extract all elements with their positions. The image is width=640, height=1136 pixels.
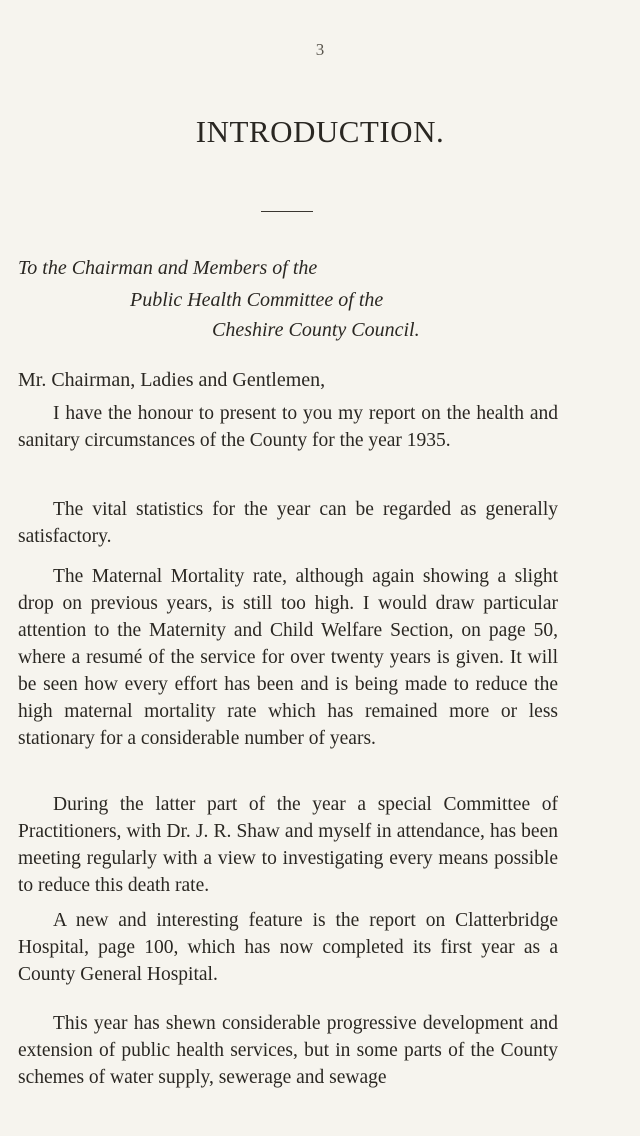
paragraph-progress: This year has shewn considerable progressive development and extension of public health services, but in some parts of the County schemes of water supply, sewerage and sewage [18,1013,558,1088]
addressee-line-3: Cheshire County Council. [212,319,420,341]
paragraph-maternal-mortality: The Maternal Mortality rate, although again showing a slight drop on previous years, is still too high. I would draw particular attention to the Maternity and Child Welfare Section, on page 50, where a resumé of the service for over twenty years is given. It will be seen how every effort has been and is being made to reduce the high maternal mortality rate which has remained more or less stationary for a considerable number of years. [18,566,558,749]
paragraph-vital-statistics: The vital statistics for the year can be regarded as generally satisfactory. [18,499,558,547]
page-title: INTRODUCTION. [195,114,445,149]
addressee-line-2: Public Health Committee of the [130,289,384,311]
salutation: Mr. Chairman, Ladies and Gentlemen, [18,369,326,391]
page-number: 3 [315,40,325,59]
paragraph-clatterbridge: A new and interesting feature is the report on Clatterbridge Hospital, page 100, which has now completed its first year as a County General Hospital. [18,910,558,985]
title-divider [261,211,313,212]
paragraph-special-committee: During the latter part of the year a special Committee of Practitioners, with Dr. J. R. Shaw and myself in attendance, has been meeting regularly with a view to investigating every means possible to reduce this death rate. [18,794,558,896]
paragraph-report-intro: I have the honour to present to you my report on the health and sanitary circumstances of the County for the year 1935. [18,403,558,451]
addressee-line-1: To the Chairman and Members of the [18,257,318,279]
